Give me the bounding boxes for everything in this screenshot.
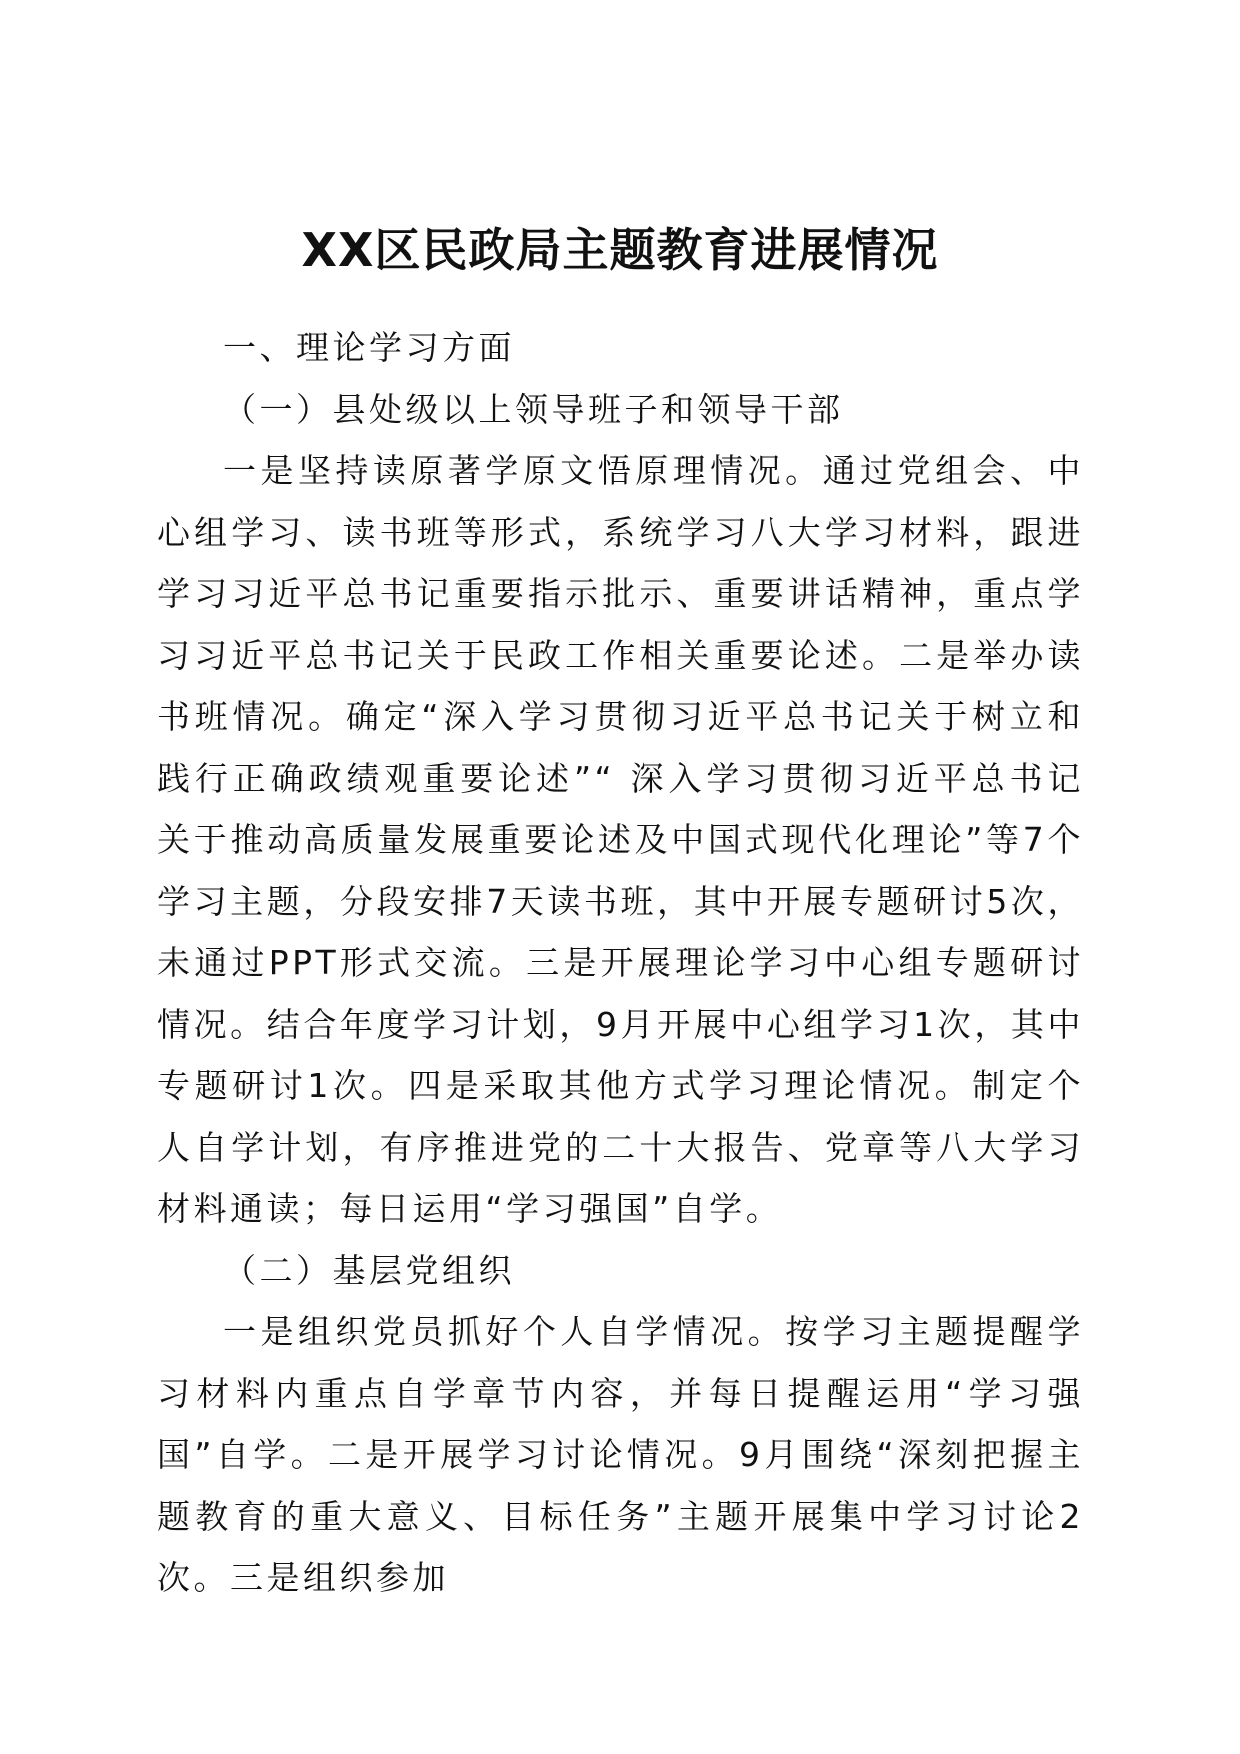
document-body: [157, 317, 1084, 1609]
subsection-heading-leadership: （一）县处级以上领导班子和领导干部: [223, 389, 844, 429]
subsection-heading-grassroots: （二）基层党组织: [223, 1250, 515, 1290]
paragraph-grassroots-study: 一是组织党员抓好个人自学情况。按学习主题提醒学习材料内重点自学章节内容，并每日提醒运用“学习强国”自学。二是开展学习讨论情况。9月围绕“深刻把握主题教育的重大意义、目标任务”主题开展集中学习讨论2次。三是组织参加: [157, 1312, 1084, 1597]
document-title: XX区民政局主题教育进展情况: [301, 223, 939, 277]
section-heading-theory-study: 一、理论学习方面: [223, 328, 515, 367]
paragraph-leadership-study: 一是坚持读原著学原文悟原理情况。通过党组会、中心组学习、读书班等形式，系统学习八大学习材料，跟进学习习近平总书记重要指示批示、重要讲话精神，重点学习习近平总书记关于民政工作相关重要论述。二是举办读书班情况。确定“深入学习贯彻习近平总书记关于树立和践行正确政绩观重要论述”“ 深入学习贯彻习近平总书记关于推动高质量发展重要论述及中国式现代化理论”等7个学习主题，分段安排7天读书班，其中开展专题研讨5次，未通过PPT形式交流。三是开展理论学习中心组专题研讨情况。结合年度学习计划，9月开展中心组学习1次，其中专题研讨1次。四是采取其他方式学习理论情况。制定个人自学计划，有序推进党的二十大报告、党章等八大学习材料通读；每日运用“学习强国”自学。: [157, 451, 1084, 1228]
